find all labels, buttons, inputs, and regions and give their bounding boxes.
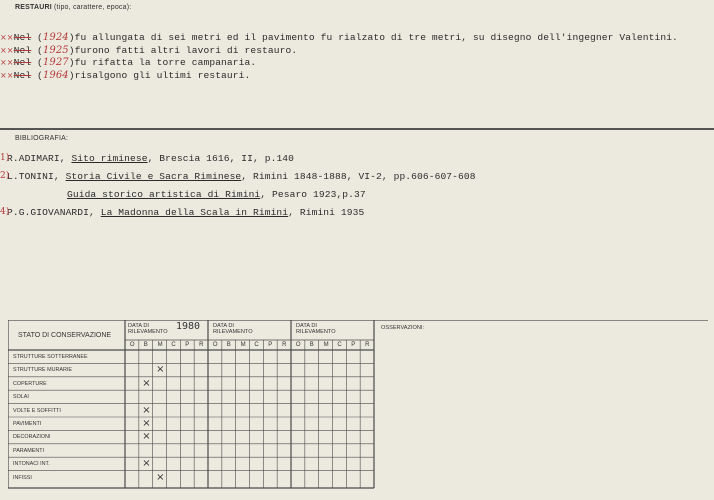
entry-details: , Rimini 1848-1888, VI-2, pp.606-607-608 [241,171,476,182]
bibliografia-entry [0,153,295,164]
entry-details: , Rimini 1935 [288,207,365,218]
table-grid [8,320,714,492]
column-header-b: B [226,342,231,348]
entry-number: 2) [0,171,10,181]
section-divider [0,128,714,130]
check-mark: × [142,377,151,389]
restauri-line-text: risalgono gli ultimi restauri. [74,69,251,81]
handwritten-year: 1924 [42,32,69,43]
entry-title: Sito riminese [71,153,148,164]
row-label: STRUTTURE MURARIE [13,367,72,374]
struck-word: Nel [13,44,32,56]
data-label-line1: DATA DI [128,323,149,329]
entry-details: , Pesaro 1923,p.37 [260,189,366,200]
column-header-p: P [185,342,190,348]
row-label: INFISSI [13,474,32,481]
row-label: VOLTE E SOFFITTI [13,407,61,414]
red-cross-mark: ×× [0,45,14,55]
column-header-b: B [143,342,148,348]
restauri-line-text: fu rifatta la torre campanaria. [74,57,257,68]
entry-title: Guida storico artistica di Rimini [67,189,261,200]
row-label: STRUTTURE SOTTERRANEE [13,354,88,360]
handwritten-year: 1927 [42,57,69,68]
row-label: PARAMENTI [13,447,45,454]
column-header-o: O [212,342,218,348]
stato-conservazione-table [8,320,714,492]
restauri-line-text: fu allungata di sei metri ed il pavimento fu rialzato di tre metri, su disegno dell'ingegner Valentini. [74,32,678,43]
struck-word: Nel [13,69,32,81]
check-mark: × [142,431,151,443]
entry-details: , Brescia 1616, II, p.140 [147,153,295,164]
bibliografia-heading: BIBLIOGRAFIA: [15,135,69,142]
column-header-r: R [199,342,204,348]
handwritten-year: 1964 [42,69,69,81]
restauri-line: ××Nel (1927)fu rifatta la torre campanaria. [0,57,257,68]
rilevamento-year: 1980 [176,321,201,332]
restauri-heading-label: RESTAURI [15,4,52,11]
red-cross-mark: ×× [0,58,14,67]
data-label-line2: RILEVAMENTO [128,329,168,335]
column-header-p: P [268,342,273,348]
entry-author: L.TONINI, [7,171,60,182]
bibliografia-entry [0,171,476,182]
column-header-m: M [240,342,246,348]
stato-title: STATO DI CONSERVAZIONE [18,332,112,339]
data-label-line2: RILEVAMENTO [296,329,336,335]
check-mark: × [142,418,151,429]
restauri-line: ××Nel (1924)fu allungata di sei metri ed il pavimento fu rialzato di tre metri, su disegno dell'ingegner Valentini. [0,32,678,43]
osservazioni-label: OSSERVAZIONI: [381,325,424,331]
red-cross-mark: ×× [0,33,14,42]
column-header-c: C [337,342,342,348]
entry-number: 4) [0,207,10,217]
check-mark: × [142,458,151,470]
column-header-o: O [295,342,301,348]
row-label: DECORAZIONI [13,434,51,441]
entry-title: Storia Civile e Sacra Riminese [65,171,242,182]
column-header-b: B [309,342,314,348]
column-header-r: R [365,342,370,348]
data-rilevamento-label-2 [213,323,253,335]
bibliografia-entry [67,189,366,200]
restauri-line: ××Nel (1964)risalgono gli ultimi restauri. [0,69,251,81]
column-header-m: M [323,342,329,348]
struck-word: Nel [13,57,32,68]
restauri-heading [15,4,131,11]
row-label: PAVIMENTI [13,421,42,427]
column-header-o: O [129,342,135,348]
row-label: INTONACI INT. [13,461,50,468]
data-label-line1: DATA DI [213,323,234,329]
restauri-heading-sub: (tipo, carattere, epoca): [54,4,132,11]
entry-author: R.ADIMARI, [7,153,66,164]
data-rilevamento-label-3 [296,323,336,335]
column-header-m: M [157,342,163,348]
entry-number: 1) [0,153,10,163]
column-header-c: C [254,342,259,348]
handwritten-year: 1925 [42,44,69,56]
entry-title: La Madonna della Scala in Rimini [100,207,289,218]
restauri-line: ××Nel (1925)furono fatti altri lavori di restauro. [0,44,298,56]
data-label-line2: RILEVAMENTO [213,329,253,335]
restauri-line-text: furono fatti altri lavori di restauro. [74,44,298,56]
struck-word: Nel [13,32,32,43]
column-header-c: C [171,342,176,348]
check-mark: × [156,471,165,483]
bibliografia-entry [0,207,365,218]
row-label: COPERTURE [13,380,47,387]
data-label-line1: DATA DI [296,323,317,329]
check-mark: × [156,364,165,376]
column-header-r: R [282,342,287,348]
check-mark: × [142,404,151,416]
row-label: SOLAI [13,394,29,401]
column-header-p: P [351,342,356,348]
data-rilevamento-label-1 [128,323,168,335]
red-cross-mark: ×× [0,70,14,80]
entry-author: P.G.GIOVANARDI, [7,207,95,218]
